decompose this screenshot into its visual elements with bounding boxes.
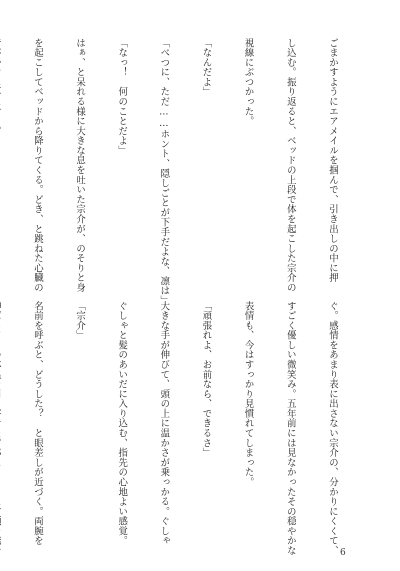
upper-text-block [31,38,367,306]
text-line: 「なんだよ」 [200,38,212,97]
text-line: 名前を呼ぶと、どうした？ と眼差しが近づく。両腕を [31,301,43,546]
text-line: すごく優しい微笑み。五年前には見なかったその穏やかな [284,301,296,556]
text-line: ごまかすようにエアメイルを掴んで、引き出しの中に押 [326,38,338,283]
text-line: を起こしてベッドから降りてくる。どき、と跳ねた心臓の [31,38,43,293]
lower-text-block [31,301,367,556]
text-line: 「頑張れよ、お前なら、できるさ」 [200,301,212,458]
text-line: し込む。振り返ると、ベッドの上段で体を起こした宗介の [284,38,296,293]
text-line: 「べつに、ただ……ホント、隠しごとが下手だよな、凛は」 [158,38,170,306]
text-line: 「宗介」 [74,301,86,341]
text-line: 大きな手が伸びて、頭の上に温かさが乗っかる。ぐしゃ [158,301,170,546]
text-line: ぐ。感情をあまり表に出さない宗介の、分かりにくくて、 [326,301,338,556]
text-line [0,301,2,527]
text-line: 表情も、今はすっかり見慣れてしまった。 [242,301,254,488]
text-line [0,38,2,264]
text-line: 「なっ！ 何のことだよ」 [116,38,128,156]
page-number: 6 [340,548,346,558]
text-line: 視線にぶつかった。 [242,38,254,127]
text-line: はぁ、と呆れる様に大きな息を吐いた宗介が、のそりと身 [74,38,86,293]
text-line: ぐしゃと髪のあいだに入り込む、指先の心地よい感覚。 [116,301,128,546]
